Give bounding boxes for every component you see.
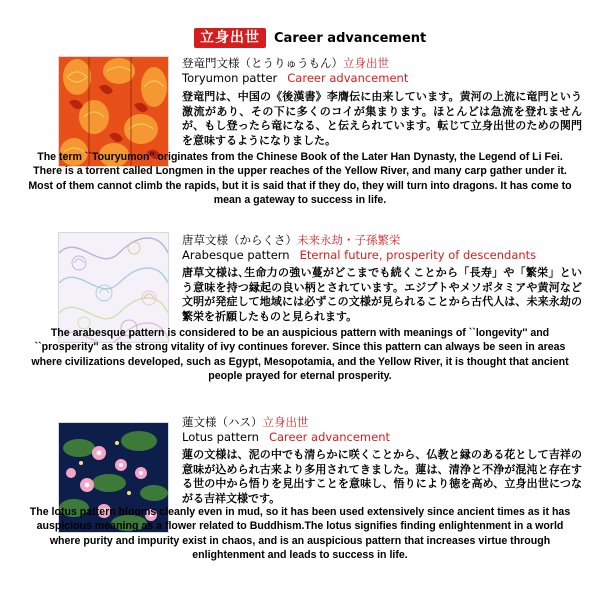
pattern-title-jp: [182, 233, 401, 247]
pattern-name-jp: 蓮文様（ハス）: [182, 415, 263, 429]
pattern-title-jp: [182, 56, 389, 70]
pattern-meaning-en: Career advancement: [268, 430, 391, 444]
pattern-name-en: Arabesque pattern: [182, 248, 290, 262]
pattern-title-en: [182, 430, 390, 444]
page-header: [194, 28, 426, 48]
page-title: Career advancement: [274, 30, 427, 46]
pattern-meaning-jp: 立身出世: [262, 415, 309, 429]
pattern-description-jp: 唐草文様は､生命力の強い蔓がどこまでも続くことから「長寿」や「繁栄」という意味を持つ縁起の良い柄とされています。エジプトやメソポタミアや黄河など文明が発症して地域には必ずこの文様が見られることから古代人は、未来永劫の繁栄を祈願したものと見られます。: [182, 266, 582, 323]
pattern-meaning-en: Eternal future, prosperity of descendants: [299, 248, 537, 262]
pattern-name-jp: 登竜門文様（とうりゅうもん）: [182, 56, 343, 70]
pattern-name-jp: 唐草文様（からくさ）: [182, 233, 297, 247]
pattern-title-en: [182, 248, 536, 262]
pattern-description-en: The lotus pattern blooms cleanly even in mud, so it has been used extensively since ancient times as it has auspicious meaning as a flower related to Buddhism.The lotus signifies finding enlightenment in a world where purity and impurity exist in chaos, and is an auspicious pattern that increases virtue through enlightenment and leads to success in life.: [29, 506, 571, 561]
pattern-description-jp: 蓮の文様は、泥の中でも清らかに咲くことから、仏教と縁のある花として吉祥の意味が込められ古来より多用されてきました。蓮は、清浄と不浄が混沌と存在する世の中から悟りを見出すことを意味し、悟りにより徳を高め、立身出世につながる吉祥文様です。: [182, 448, 582, 505]
pattern-name-en: Toryumon patter: [182, 71, 278, 85]
pattern-description-jp: 登竜門は、中国の《後漢書》李膺伝に由来しています。黄河の上流に竜門という激流があり、その下に多くのコイが集まります。ほとんどは急流を登れませんが、もし登ったら竜になる、と伝えられています。転じて立身出世のための関門を意味するようになりました。: [182, 90, 582, 147]
category-badge: 立身出世: [194, 28, 266, 48]
pattern-name-en: Lotus pattern: [182, 430, 259, 444]
pattern-title-en: [182, 71, 408, 85]
pattern-meaning-jp: 未来永劫・子孫繁栄: [297, 233, 401, 247]
pattern-meaning-en: Career advancement: [287, 71, 409, 85]
pattern-description-en: The arabesque pattern is considered to be an auspicious pattern with meanings of ``longevity'' and ``prosperity'' as the strong vitality of ivy continues forever. Since this pattern can always be seen in areas where civilizations developed, such as Egypt, Mesopotamia, and the Yellow River, it is thought that ancient people prayed for eternal prosperity.: [31, 327, 569, 382]
pattern-meaning-jp: 立身出世: [343, 56, 389, 70]
pattern-title-jp: [182, 415, 309, 429]
pattern-description-en: The term ``Touryumon'' originates from the Chinese Book of the Later Han Dynasty, the Legend of Li Fei. There is a torrent called Longmen in the upper reaches of the Yellow River, and many carp gather under it. Most of them cannot climb the rapids, but it is said that if they do, they will turn into dragons. It has come to mean a gateway to success in life.: [28, 151, 572, 206]
